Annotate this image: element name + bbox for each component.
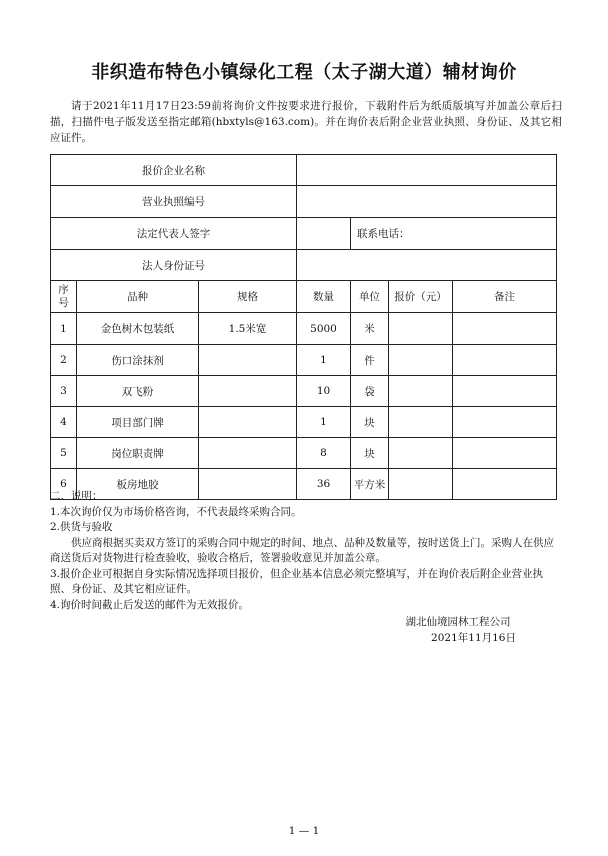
row-unit: 块 bbox=[351, 438, 389, 469]
table-row bbox=[51, 376, 557, 407]
row-item: 岗位职责牌 bbox=[77, 438, 199, 469]
header-remark: 备注 bbox=[453, 281, 557, 313]
note-4: 4.询价时间截止后发送的邮件为无效报价。 bbox=[50, 598, 250, 611]
license-row bbox=[51, 186, 557, 218]
table-row bbox=[51, 313, 557, 345]
row-seq: 2 bbox=[51, 345, 77, 376]
row-item: 金色树木包装纸 bbox=[77, 313, 199, 345]
row-remark-field[interactable] bbox=[453, 345, 557, 376]
row-qty: 5000 bbox=[297, 313, 351, 345]
page-number: 1 — 1 bbox=[288, 825, 320, 837]
license-field[interactable] bbox=[297, 186, 557, 218]
row-qty: 1 bbox=[297, 407, 351, 438]
row-remark-field[interactable] bbox=[453, 376, 557, 407]
row-price-field[interactable] bbox=[389, 438, 453, 469]
company-name-label: 报价企业名称 bbox=[51, 155, 297, 186]
note-3: 3.报价企业可根据自身实际情况选择项目报价，但企业基本信息必须完整填写，并在询价表后附企业营业执照、身份证、及其它相应证件。 bbox=[50, 567, 544, 595]
notes-section bbox=[50, 489, 562, 613]
company-name-field[interactable] bbox=[297, 155, 557, 186]
row-price-field[interactable] bbox=[389, 345, 453, 376]
note-2-body: 供应商根据买卖双方签订的采购合同中规定的时间、地点、品种及数量等，按时送货上门。采购人在供应商送货后对货物进行检查验收，验收合格后，签署验收意见并加盖公章。 bbox=[50, 536, 554, 564]
table-row bbox=[51, 438, 557, 469]
row-seq: 6 bbox=[51, 469, 77, 500]
row-qty: 8 bbox=[297, 438, 351, 469]
quotation-table bbox=[50, 154, 557, 500]
row-qty: 36 bbox=[297, 469, 351, 500]
phone-field[interactable] bbox=[351, 218, 557, 250]
row-spec: 1.5米宽 bbox=[199, 313, 297, 345]
row-unit: 袋 bbox=[351, 376, 389, 407]
row-item: 项目部门牌 bbox=[77, 407, 199, 438]
notes-heading: 二、说明： bbox=[50, 490, 103, 502]
row-remark-field[interactable] bbox=[453, 438, 557, 469]
row-seq: 3 bbox=[51, 376, 77, 407]
signature-block bbox=[400, 615, 516, 646]
row-item: 双飞粉 bbox=[77, 376, 199, 407]
row-unit: 块 bbox=[351, 407, 389, 438]
id-label: 法人身份证号 bbox=[51, 250, 297, 281]
company-name-row bbox=[51, 155, 557, 186]
row-price-field[interactable] bbox=[389, 376, 453, 407]
row-seq: 1 bbox=[51, 313, 77, 345]
row-price-field[interactable] bbox=[389, 313, 453, 345]
row-spec bbox=[199, 376, 297, 407]
header-row bbox=[51, 281, 557, 313]
phone-label: 联系电话： bbox=[357, 228, 410, 240]
row-spec bbox=[199, 345, 297, 376]
note-2-title: 2.供货与验收 bbox=[50, 521, 113, 533]
intro-paragraph: 请于2021年11月17日23:59前将询价文件按要求进行报价，下载附件后为纸质版填写并加盖公章后扫描，扫描件电子版发送至指定邮箱(hbxtyls@163.com)。并在询价表后附企业营业执照、身份证、及其它相应证件。 bbox=[50, 100, 562, 144]
row-unit: 米 bbox=[351, 313, 389, 345]
table-row bbox=[51, 345, 557, 376]
legal-rep-label: 法定代表人签字 bbox=[51, 218, 297, 250]
header-seq: 序号 bbox=[51, 281, 77, 313]
header-unit: 单位 bbox=[351, 281, 389, 313]
header-item: 品种 bbox=[77, 281, 199, 313]
signature-date: 2021年11月16日 bbox=[431, 631, 516, 644]
header-spec: 规格 bbox=[199, 281, 297, 313]
row-remark-field[interactable] bbox=[453, 407, 557, 438]
row-price-field[interactable] bbox=[389, 407, 453, 438]
row-seq: 4 bbox=[51, 407, 77, 438]
row-qty: 10 bbox=[297, 376, 351, 407]
license-label: 营业执照编号 bbox=[51, 186, 297, 218]
row-spec bbox=[199, 438, 297, 469]
signature-company: 湖北仙境园林工程公司 bbox=[405, 616, 511, 628]
row-item: 伤口涂抹剂 bbox=[77, 345, 199, 376]
row-seq: 5 bbox=[51, 438, 77, 469]
row-spec bbox=[199, 407, 297, 438]
legal-rep-signature-field[interactable] bbox=[297, 218, 351, 250]
note-1: 1.本次询价仅为市场价格咨询，不代表最终采购合同。 bbox=[50, 505, 302, 518]
id-field[interactable] bbox=[297, 250, 557, 281]
id-row bbox=[51, 250, 557, 281]
row-remark-field[interactable] bbox=[453, 313, 557, 345]
table-row bbox=[51, 407, 557, 438]
row-item: 板房地胶 bbox=[77, 469, 199, 500]
row-unit: 平方米 bbox=[351, 469, 389, 500]
header-price: 报价（元） bbox=[389, 281, 453, 313]
row-qty: 1 bbox=[297, 345, 351, 376]
header-qty: 数量 bbox=[297, 281, 351, 313]
row-unit: 件 bbox=[351, 345, 389, 376]
legal-rep-row bbox=[51, 218, 557, 250]
document-title: 非织造布特色小镇绿化工程（太子湖大道）辅材询价 bbox=[91, 62, 517, 83]
